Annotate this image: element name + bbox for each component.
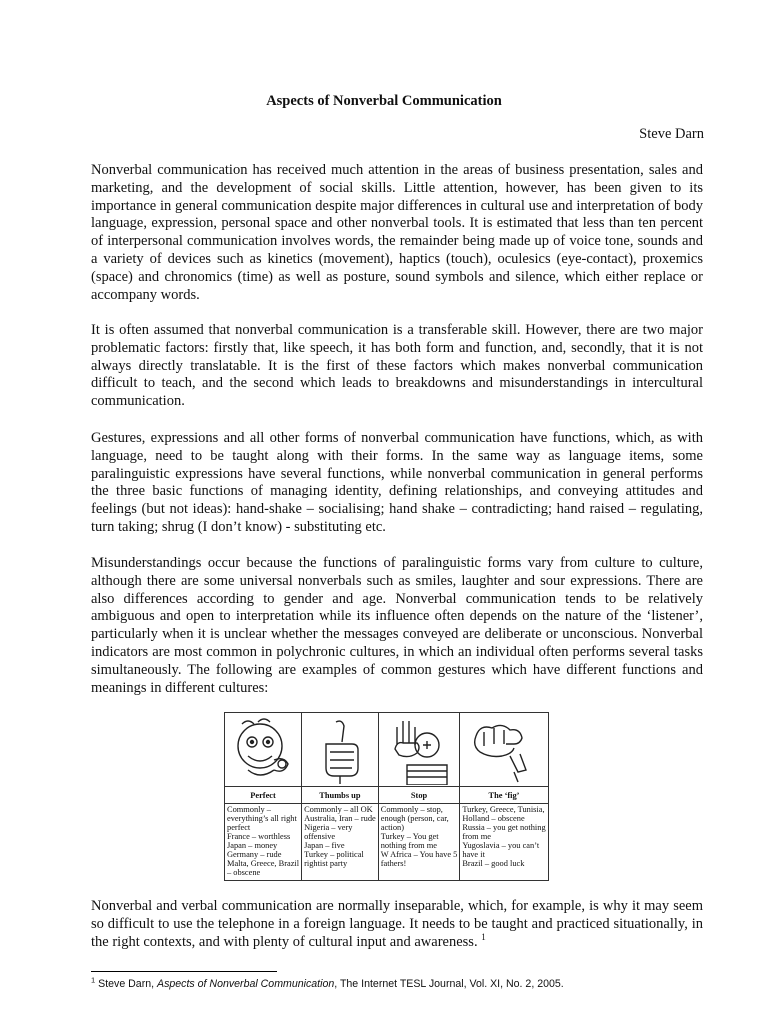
gesture-name: The ‘fig’ — [460, 787, 548, 804]
meaning-line: enough (person, car, — [380, 814, 449, 823]
gestures-table — [224, 712, 549, 881]
meaning-line: Commonly – all OK — [304, 805, 373, 814]
thumbs-up-icon — [312, 716, 368, 784]
footnote-separator — [91, 971, 277, 972]
footnote-reference[interactable]: 1 — [481, 931, 486, 942]
paragraph: Gestures, expressions and all other forms of nonverbal communication have functions, which, as with language, need to be taught along with their forms. In the same way as language items, some paralinguistic expressions have several functions, while nonverbal communication in general performs the three basic functions of managing identity, defining relationships, and conveying attitudes and feelings (but not ideas): hand-shake – socialising; hand shake – contradicting; hand raised – regulating, turn taking; shrug (I don’t know) - substituting etc. — [91, 430, 703, 535]
meaning-line: Commonly – stop, — [380, 805, 443, 814]
gesture-image-cell — [378, 713, 460, 787]
gesture-meanings — [460, 804, 548, 881]
gesture-meanings — [378, 804, 460, 881]
meaning-line: France – worthless — [227, 832, 291, 841]
meaning-line: fathers! — [380, 859, 407, 868]
footnote-work-title: Aspects of Nonverbal Communication — [157, 978, 335, 990]
meaning-line: nothing from me — [380, 841, 438, 850]
gesture-name: Thumbs up — [302, 787, 379, 804]
meaning-line: Germany – rude — [227, 850, 282, 859]
meaning-line: – obscene — [227, 868, 261, 877]
meaning-line: Turkey – political — [304, 850, 364, 859]
footnote-marker: 1 — [91, 975, 96, 985]
ok-gesture-icon — [228, 716, 298, 784]
meaning-line: Russia – you get nothing — [462, 823, 546, 832]
footnote-author: Steve Darn, — [98, 978, 158, 990]
meaning-line: Holland – obscene — [462, 814, 525, 823]
paragraph: It is often assumed that nonverbal communication is a transferable skill. However, there are two major problematic factors: firstly that, like speech, it has both form and function, and, secondly, that it is not always directly translatable. It is the first of these factors which makes nonverbal communication difficult to teach, and the second which leads to breakdowns and misunderstandings in intercultural communication. — [91, 322, 703, 410]
document-title: Aspects of Nonverbal Communication — [266, 93, 502, 109]
gesture-meanings — [302, 804, 379, 881]
meaning-line: have it — [462, 850, 485, 859]
footnote-source: , The Internet TESL Journal, Vol. XI, No. 2, 2005. — [334, 978, 564, 990]
stop-hand-icon — [387, 715, 451, 785]
meaning-line: rightist party — [304, 859, 348, 868]
meaning-line: Japan – five — [304, 841, 345, 850]
gesture-name: Stop — [378, 787, 460, 804]
meaning-line: Nigeria – very — [304, 823, 353, 832]
footnote — [91, 975, 564, 990]
meaning-line: perfect — [227, 823, 251, 832]
paragraph-text: Nonverbal and verbal communication are normally inseparable, which, for example, is why it may seem so difficult to use the telephone in a foreign language. It needs to be taught and practiced situationally, in the right contexts, and with plenty of cultural input and awareness. — [91, 898, 703, 950]
paragraph-with-footnote — [91, 898, 703, 951]
gesture-image-cell — [460, 713, 548, 787]
meaning-line: Yugoslavia – you can’t — [462, 841, 540, 850]
meaning-line: from me — [462, 832, 491, 841]
gesture-image-cell — [302, 713, 379, 787]
meaning-line: Brazil – good luck — [462, 859, 525, 868]
meaning-line: Turkey, Greece, Tunisia, — [462, 805, 545, 814]
fig-gesture-icon — [468, 716, 540, 784]
document-author: Steve Darn — [639, 126, 704, 142]
meaning-line: Australia, Iran – rude — [304, 814, 376, 823]
gesture-meanings — [225, 804, 302, 881]
meaning-line: Turkey – You get — [380, 832, 439, 841]
meaning-line: W Africa – You have 5 — [380, 850, 458, 859]
meaning-line: Japan – money — [227, 841, 278, 850]
meaning-line: action) — [380, 823, 404, 832]
meaning-line: everything’s all right — [227, 814, 297, 823]
meaning-line: Malta, Greece, Brazil — [227, 859, 300, 868]
paragraph: Misunderstandings occur because the functions of paralinguistic forms vary from culture to culture, although there are some universal nonverbals such as smiles, laughter and sour expressions. There are also differences according to gender and age. Nonverbal communication tends to be relatively ambiguous and open to interpretation while its influence often depends on the nature of the ‘listener’, particularly when it is unclear whether the messages conveyed are deliberate or unconscious. Nonverbal indicators are most common in polychronic cultures, in which an individual often performs several tasks simultaneously. The following are examples of common gestures which have different functions and meanings in different cultures: — [91, 555, 703, 696]
paragraph: Nonverbal communication has received much attention in the areas of business presentation, sales and marketing, and the development of social skills. Little attention, however, has been given to its importance in general communication despite major differences in cultural use and interpretation of body language, expression, personal space and other nonverbal tools. It is estimated that less than ten percent of interpersonal communication involves words, the remainder being made up of voice tone, sounds and a variety of devices such as kinetics (movement), haptics (touch), oculesics (eye-contact), proxemics (space) and chronomics (time) as well as posture, sound symbols and silence, which either replace or accompany words. — [91, 162, 703, 303]
meaning-line: offensive — [304, 832, 336, 841]
gesture-image-cell — [225, 713, 302, 787]
gesture-name: Perfect — [225, 787, 302, 804]
meaning-line: Commonly – — [227, 805, 271, 814]
